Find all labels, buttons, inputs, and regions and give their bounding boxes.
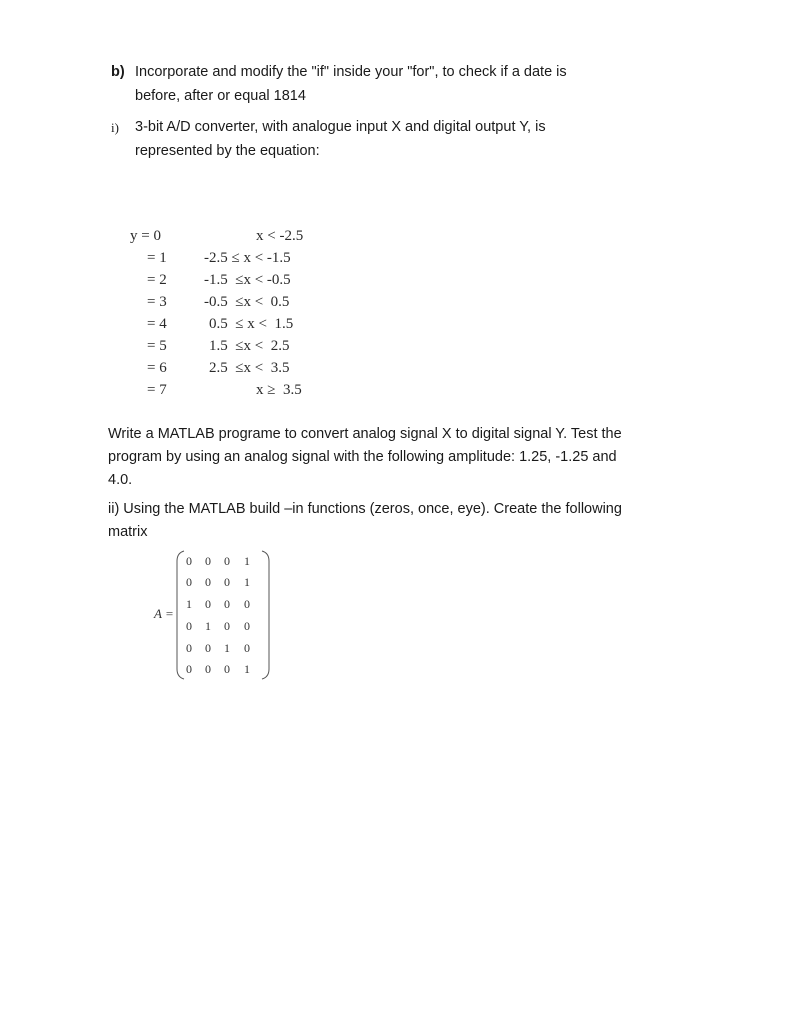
part-i-line-2: represented by the equation: — [135, 143, 320, 159]
part-ii-line-1: ii) Using the MATLAB build –in functions (zeros, once, eye). Create the following — [108, 501, 622, 517]
matrix-cell: 0 — [186, 662, 192, 676]
condition: -2.5 ≤ x < -1.5 — [204, 250, 291, 266]
y-value: = 6 — [147, 360, 167, 376]
matrix-cell: 0 — [205, 554, 211, 568]
matrix-cell: 0 — [244, 641, 250, 655]
part-i-marker: i) — [111, 120, 119, 135]
matrix-cell: 1 — [244, 575, 250, 589]
equation-y-column — [130, 225, 180, 405]
matrix-cell: 0 — [244, 597, 250, 611]
matrix-cell: 0 — [205, 641, 211, 655]
condition: 2.5 ≤x < 3.5 — [209, 360, 290, 376]
matrix-cell: 1 — [224, 641, 230, 655]
condition: x < -2.5 — [256, 228, 304, 244]
matrix-cell: 1 — [205, 619, 211, 633]
matrix-cell: 0 — [205, 597, 211, 611]
matrix-cell: 0 — [224, 619, 230, 633]
matrix-cell: 0 — [186, 641, 192, 655]
condition: 0.5 ≤ x < 1.5 — [209, 316, 294, 332]
matrix-cell: 0 — [224, 662, 230, 676]
y-value: = 2 — [147, 272, 167, 288]
matrix-cell: 1 — [244, 554, 250, 568]
equation-condition-column — [200, 225, 340, 405]
matrix-cell: 0 — [224, 597, 230, 611]
condition: -1.5 ≤x < -0.5 — [204, 272, 291, 288]
matrix-cell: 0 — [186, 619, 192, 633]
matrix-label: A = — [154, 606, 174, 621]
matrix-cell: 0 — [186, 554, 192, 568]
matrix-cell: 0 — [205, 662, 211, 676]
matrix-cell: 0 — [205, 575, 211, 589]
y-value: = 4 — [147, 316, 167, 332]
condition: -0.5 ≤x < 0.5 — [204, 294, 290, 310]
y-value: = 5 — [147, 338, 167, 354]
part-i-line-1: 3-bit A/D converter, with analogue input X and digital output Y, is — [135, 119, 546, 135]
matrix-A — [176, 549, 272, 681]
matrix-cell: 1 — [186, 597, 192, 611]
matrix-cell: 0 — [186, 575, 192, 589]
y-value: = 3 — [147, 294, 167, 310]
matrix-cell: 1 — [244, 662, 250, 676]
right-paren-icon — [260, 549, 270, 681]
task-line-1: Write a MATLAB programe to convert analog signal X to digital signal Y. Test the — [108, 426, 622, 442]
condition: x ≥ 3.5 — [256, 382, 302, 398]
matrix-cell: 0 — [224, 554, 230, 568]
y-value: = 7 — [147, 382, 167, 398]
part-b-marker: b) — [111, 64, 125, 80]
matrix-cell: 0 — [224, 575, 230, 589]
matrix-cell: 0 — [244, 619, 250, 633]
y-value: y = 0 — [130, 228, 161, 244]
part-b-line-1: Incorporate and modify the "if" inside your "for", to check if a date is — [135, 64, 567, 80]
part-ii-line-2: matrix — [108, 524, 148, 540]
y-value: = 1 — [147, 250, 167, 266]
task-line-3: 4.0. — [108, 472, 133, 488]
part-b-line-2: before, after or equal 1814 — [135, 88, 306, 104]
task-line-2: program by using an analog signal with the following amplitude: 1.25, -1.25 and — [108, 449, 617, 465]
condition: 1.5 ≤x < 2.5 — [209, 338, 290, 354]
